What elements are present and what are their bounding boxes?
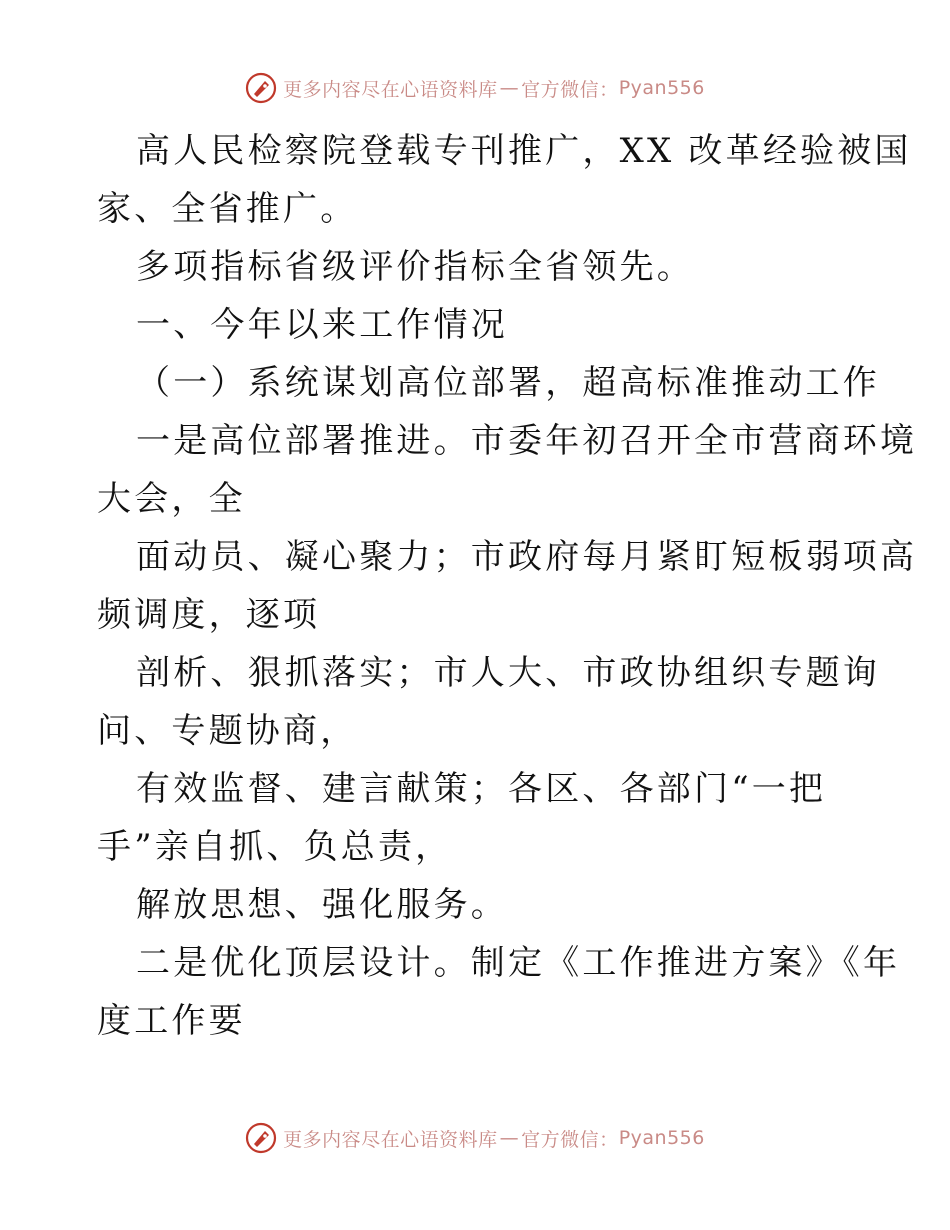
text-line: 有效监督、建言献策；各区、各部门“一把 bbox=[136, 769, 827, 809]
document-body bbox=[97, 122, 918, 1050]
pen-nib-logo-icon bbox=[245, 1122, 277, 1154]
header-watermark bbox=[0, 72, 950, 104]
pen-nib-logo-icon bbox=[245, 72, 277, 104]
text-line: 度工作要 bbox=[97, 1001, 246, 1041]
text-line: 剖析、狠抓落实；市人大、市政协组织专题询 bbox=[136, 653, 880, 693]
text-line: 多项指标省级评价指标全省领先。 bbox=[136, 247, 694, 287]
text-line: 解放思想、强化服务。 bbox=[136, 885, 508, 925]
watermark-contact-label: 官方微信： bbox=[521, 78, 619, 101]
text-line: 高人民检察院登载专刊推广，XX 改革经验被国 bbox=[136, 131, 912, 171]
text-line: 频调度，逐项 bbox=[97, 595, 321, 635]
text-line: 问、专题协商， bbox=[97, 711, 358, 751]
text-line: 面动员、凝心聚力；市政府每月紧盯短板弱项高 bbox=[136, 537, 918, 577]
footer-watermark bbox=[0, 1122, 950, 1154]
watermark-contact-id: Pyan556 bbox=[618, 1127, 705, 1149]
watermark-contact-label: 官方微信： bbox=[521, 1128, 619, 1151]
watermark-contact-id: Pyan556 bbox=[618, 77, 705, 99]
watermark-separator: — bbox=[499, 77, 520, 99]
text-line: 家、全省推广。 bbox=[97, 189, 358, 229]
text-line: 一、今年以来工作情况 bbox=[136, 305, 508, 345]
watermark-text: 更多内容尽在心语资料库 bbox=[283, 1128, 498, 1151]
text-line: （一）系统谋划高位部署，超高标准推动工作 bbox=[136, 363, 880, 403]
text-line: 二是优化顶层设计。制定《工作推进方案》《年 bbox=[136, 943, 901, 983]
watermark-text: 更多内容尽在心语资料库 bbox=[283, 78, 498, 101]
text-line: 手”亲自抓、负总责， bbox=[97, 827, 453, 867]
text-line: 一是高位部署推进。市委年初召开全市营商环境 bbox=[136, 421, 918, 461]
text-line: 大会，全 bbox=[97, 479, 246, 519]
watermark-separator: — bbox=[499, 1127, 520, 1149]
